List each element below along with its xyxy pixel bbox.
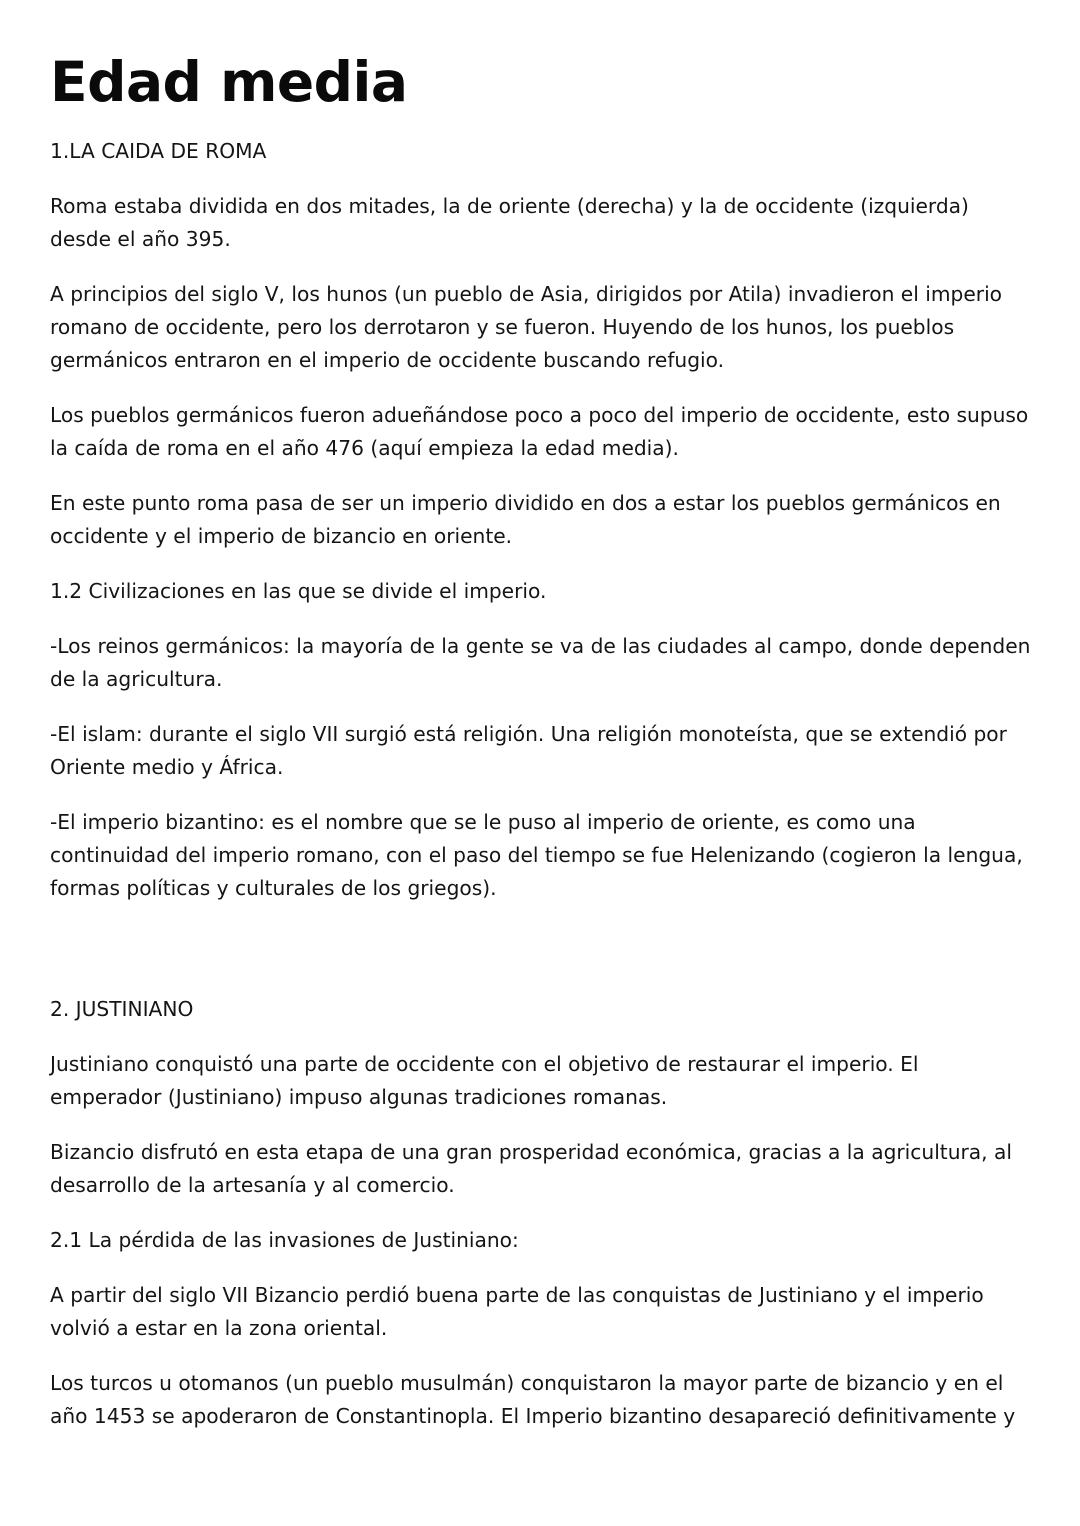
section-heading-civilizaciones: 1.2 Civilizaciones en las que se divide el imperio. — [50, 578, 547, 603]
paragraph-hunos: A principios del siglo V, los hunos (un pueblo de Asia, dirigidos por Atila) invadieron el imperio romano de occidente, pero los derrotaron y se fueron. Huyendo de los hunos, los pueblos germánicos entraron en el imperio de occidente buscando refugio. — [50, 281, 1003, 372]
paragraph-roma-dividida: Roma estaba dividida en dos mitades, la de oriente (derecha) y la de occidente (izquierda) desde el año 395. — [50, 193, 969, 251]
paragraph-imperio-bizantino: -El imperio bizantino: es el nombre que se le puso al imperio de oriente, es como una continuidad del imperio romano, con el paso del tiempo se fue Helenizando (cogieron la lengua, formas políticas y culturales de los griegos). — [50, 809, 1023, 900]
paragraph-pueblos-germanicos: Los pueblos germánicos fueron adueñándose poco a poco del imperio de occidente, esto supuso la caída de roma en el año 476 (aquí empieza la edad media). — [50, 402, 1029, 460]
section-heading-justiniano: 2. JUSTINIANO — [50, 996, 194, 1021]
paragraph-justiniano-conquisto: Justiniano conquistó una parte de occidente con el objetivo de restaurar el imperio. El emperador (Justiniano) impuso algunas tradiciones romanas. — [50, 1051, 919, 1109]
section-spacer — [50, 927, 1035, 993]
paragraph-turcos-otomanos: Los turcos u otomanos (un pueblo musulmán) conquistaron la mayor parte de bizancio y en el año 1453 se apoderaron de Constantinopla. El Imperio bizantino desapareció definitivamente y — [50, 1370, 1016, 1428]
section-heading-perdida-invasiones: 2.1 La pérdida de las invasiones de Justiniano: — [50, 1227, 519, 1252]
document-title: Edad media — [50, 50, 408, 114]
paragraph-bizancio-prosperidad: Bizancio disfrutó en esta etapa de una gran prosperidad económica, gracias a la agricultura, al desarrollo de la artesanía y al comercio. — [50, 1139, 1012, 1197]
document-page — [50, 52, 1035, 1455]
paragraph-siglo-vii: A partir del siglo VII Bizancio perdió buena parte de las conquistas de Justiniano y el imperio volvió a estar en la zona oriental. — [50, 1282, 984, 1340]
paragraph-imperio-dividido: En este punto roma pasa de ser un imperio dividido en dos a estar los pueblos germánicos en occidente y el imperio de bizancio en oriente. — [50, 490, 1001, 548]
section-heading-caida-roma: 1.LA CAIDA DE ROMA — [50, 138, 267, 163]
paragraph-reinos-germanicos: -Los reinos germánicos: la mayoría de la gente se va de las ciudades al campo, donde dependen de la agricultura. — [50, 633, 1031, 691]
paragraph-islam: -El islam: durante el siglo VII surgió está religión. Una religión monoteísta, que se extendió por Oriente medio y África. — [50, 721, 1007, 779]
